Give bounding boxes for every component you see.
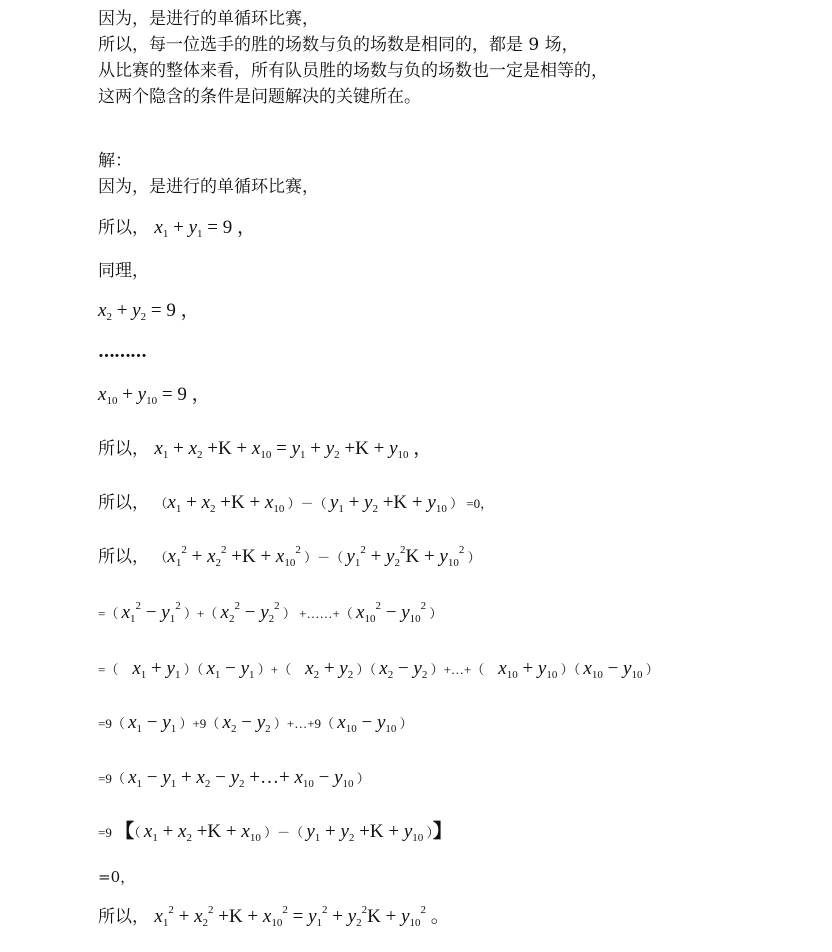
step-regroup xyxy=(98,821,452,844)
formula-factor-nine: =9（ $x_1 - y_1 + x_2 - y_2$ +…+ $x_{10} - y_{10}$ ） xyxy=(98,767,370,790)
step-factor-nine xyxy=(98,767,370,790)
step-factored xyxy=(98,658,659,681)
formula-x1-plus-y1: $x_1 + y_1 = 9$ ， xyxy=(154,217,256,240)
equation-row-1 xyxy=(98,217,256,239)
squares-expression xyxy=(98,546,481,569)
step-substitute-nine xyxy=(98,712,413,735)
formula-factored: =（ $x_1 + y_1$ ）（ $x_1 - y_1$ ）+（ $x_2 + y_2$ ）（ $x_2 - y_2$ ）+…+（ $x_{10} + y_{10}$ ）（ $x_{10} - y_{10}$ ） xyxy=(98,658,659,681)
so-label: 所以， xyxy=(98,907,149,927)
intro-line-1: 因为，是进行的单循环比赛， xyxy=(98,9,319,29)
equation-row-2 xyxy=(98,300,200,322)
value-nine: 9 xyxy=(166,300,176,321)
solution-heading: 解： xyxy=(98,151,132,171)
intro-line-4: 这两个隐含的条件是问题解决的关键所在。 xyxy=(98,87,421,107)
so-label: 所以， xyxy=(98,439,149,459)
step-zero: =0， xyxy=(98,868,136,886)
formula-squares-difference: （$x_1^2 + x_2^2 +K + x_{10}^2$ ）－（ $y_1^2 + y_2^2K + y_{10}^2$ ） xyxy=(154,544,481,569)
so-label: 所以， xyxy=(98,493,149,513)
so-label: 所以， xyxy=(98,218,149,238)
formula-substitute-nine: =9（ $x_1 - y_1$ ）+9（ $x_2 - y_2$ ）+…+9（ $x_{10} - y_{10}$ ） xyxy=(98,712,413,735)
formula-conclusion: $x_1^2 + x_2^2 +K + x_{10}^2 = y_1^2 + y_2^2K + y_{10}^2$ 。 xyxy=(154,904,450,929)
value-nine: 9 xyxy=(222,217,233,238)
intro-line-2: 所以，每一位选手的胜的场数与负的场数是相同的，都是 9 场， xyxy=(98,35,579,55)
formula-x2-plus-y2: $x_2 + y_2 = 9$ ， xyxy=(98,300,200,323)
step-grouped-squares xyxy=(98,602,442,625)
equation-row-10 xyxy=(98,384,211,406)
so-label: 所以， xyxy=(98,547,149,567)
formula-sum-x-equals-sum-y: $x_1 + x_2 +K + x_{10} = y_1 + y_2 +K + y_{10}$ ， xyxy=(154,438,433,461)
formula-regroup: =9 【（ $x_1 + x_2 +K + x_{10}$ ）－（ $y_1 + y_2 +K + y_{10}$ ）】 xyxy=(98,821,453,844)
formula-grouped-squares: =（ $x_1^2 - y_1^2$ ）+（ $x_2^2 - y_2^2$ ） +……+（ $x_{10}^2 - y_{10}^2$ ） xyxy=(98,600,443,625)
similarly-label: 同理， xyxy=(98,261,149,281)
value-nine: 9 xyxy=(177,384,187,405)
difference-equation xyxy=(98,492,493,515)
sum-equation xyxy=(98,438,432,460)
formula-sum-difference: （$x_1 + x_2 +K + x_{10}$ ）－（ $y_1 + y_2 +K + y_{10}$ ） =0， xyxy=(154,492,494,515)
solution-step-1: 因为，是进行的单循环比赛， xyxy=(98,177,319,197)
ellipsis: ……… xyxy=(98,342,146,362)
conclusion xyxy=(98,906,450,928)
intro-line-3: 从比赛的整体来看，所有队员胜的场数与负的场数也一定是相等的， xyxy=(98,61,608,81)
formula-x10-plus-y10: $x_{10} + y_{10} = 9$ ， xyxy=(98,384,211,407)
